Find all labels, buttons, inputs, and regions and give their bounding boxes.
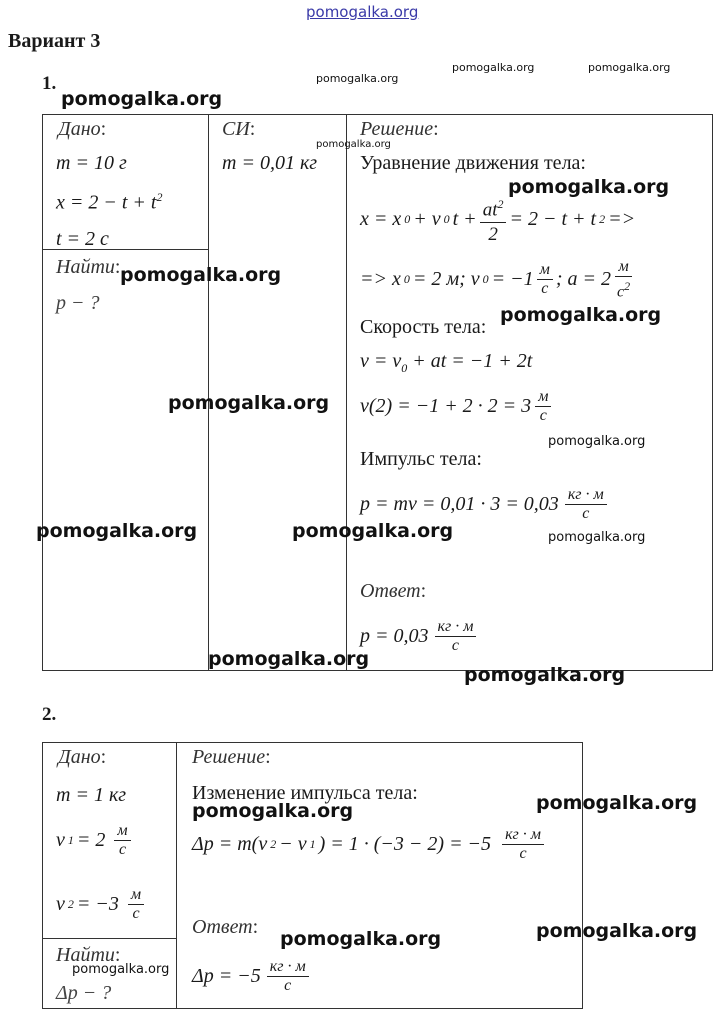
watermark: pomogalka.org	[208, 648, 370, 670]
task1-number: 1.	[42, 73, 57, 94]
watermark: pomogalka.org	[588, 61, 671, 74]
task2-number: 2.	[42, 704, 57, 725]
watermark: pomogalka.org	[536, 792, 698, 814]
dano-label: Дано:	[58, 746, 107, 768]
watermark: pomogalka.org	[316, 72, 399, 85]
otvet-label: Ответ:	[192, 916, 259, 938]
dano-label: Дано:	[58, 118, 107, 140]
given-v1: v 1 = 2 $\frac{м}{с}$	[56, 822, 131, 859]
table-divider	[346, 114, 347, 671]
table-divider	[42, 938, 176, 939]
equation-params: => x 0 = 2 м; v 0 = −1 $\frac{м}{с}$ ; a = 2 $\frac{м}{с^2}$	[360, 258, 631, 301]
watermark: pomogalka.org	[508, 176, 670, 198]
si-label: СИ:	[222, 118, 256, 140]
watermark: pomogalka.org	[548, 434, 646, 449]
watermark: pomogalka.org	[548, 530, 646, 545]
answer: p = 0,03 $\frac{кг \cdot м}{с}$	[360, 618, 476, 655]
watermark: pomogalka.org	[36, 520, 198, 542]
watermark: pomogalka.org	[61, 88, 223, 110]
watermark: pomogalka.org	[192, 800, 354, 822]
watermark: pomogalka.org	[500, 304, 662, 326]
equation-impulse: p = mv = 0,01 · 3 = 0,03 $\frac{кг \cdot м}{с}$	[360, 486, 607, 523]
table-divider	[176, 742, 177, 1009]
otvet-label: Ответ:	[360, 580, 427, 602]
answer: Δp = −5 $\frac{кг \cdot м}{с}$	[192, 958, 309, 995]
watermark-top[interactable]: pomogalka.org	[306, 3, 419, 21]
reshenie-label: Решение:	[192, 746, 271, 768]
watermark: pomogalka.org	[72, 962, 170, 977]
speed-title: Скорость тела:	[360, 316, 487, 338]
watermark: pomogalka.org	[292, 520, 454, 542]
watermark: pomogalka.org	[120, 264, 282, 286]
watermark: pomogalka.org	[452, 61, 535, 74]
watermark: pomogalka.org	[464, 664, 626, 686]
watermark: pomogalka.org	[316, 139, 391, 150]
given-equation: $x = 2 - t + t^2$	[56, 190, 163, 214]
naiti-label: Найти:	[56, 944, 121, 966]
watermark: pomogalka.org	[280, 928, 442, 950]
given-v2: v 2 = −3 $\frac{м}{с}$	[56, 886, 144, 923]
find-item: p − ?	[56, 292, 100, 314]
motion-title: Уравнение движения тела:	[360, 152, 586, 174]
equation-motion: x = x 0 + v 0 t + $\frac{at^2}{2}$ = 2 − t + t 2 =>	[360, 192, 635, 247]
watermark: pomogalka.org	[536, 920, 698, 942]
given-time: t = 2 с	[56, 228, 109, 250]
given-mass: m = 10 г	[56, 152, 127, 174]
find-item: Δp − ?	[56, 982, 112, 1004]
equation-speed-value: v(2) = −1 + 2 · 2 = 3 $\frac{м}{с}$	[360, 388, 551, 425]
variant-title: Вариант 3	[8, 30, 101, 52]
equation-speed: $v = v_0$ + at = −1 + 2t	[360, 350, 533, 375]
impulse-title: Импульс тела:	[360, 448, 482, 470]
change-title: Изменение импульса тела:	[192, 782, 418, 804]
reshenie-label: Решение:	[360, 118, 439, 140]
given-mass: m = 1 кг	[56, 784, 127, 806]
equation-change: Δp = m(v 2 − v 1 ) = 1 · (−3 − 2) = −5 $\frac{кг \cdot м}{с}$	[192, 826, 544, 863]
naiti-label: Найти:	[56, 256, 121, 278]
watermark: pomogalka.org	[168, 392, 330, 414]
si-mass: m = 0,01 кг	[222, 152, 318, 174]
